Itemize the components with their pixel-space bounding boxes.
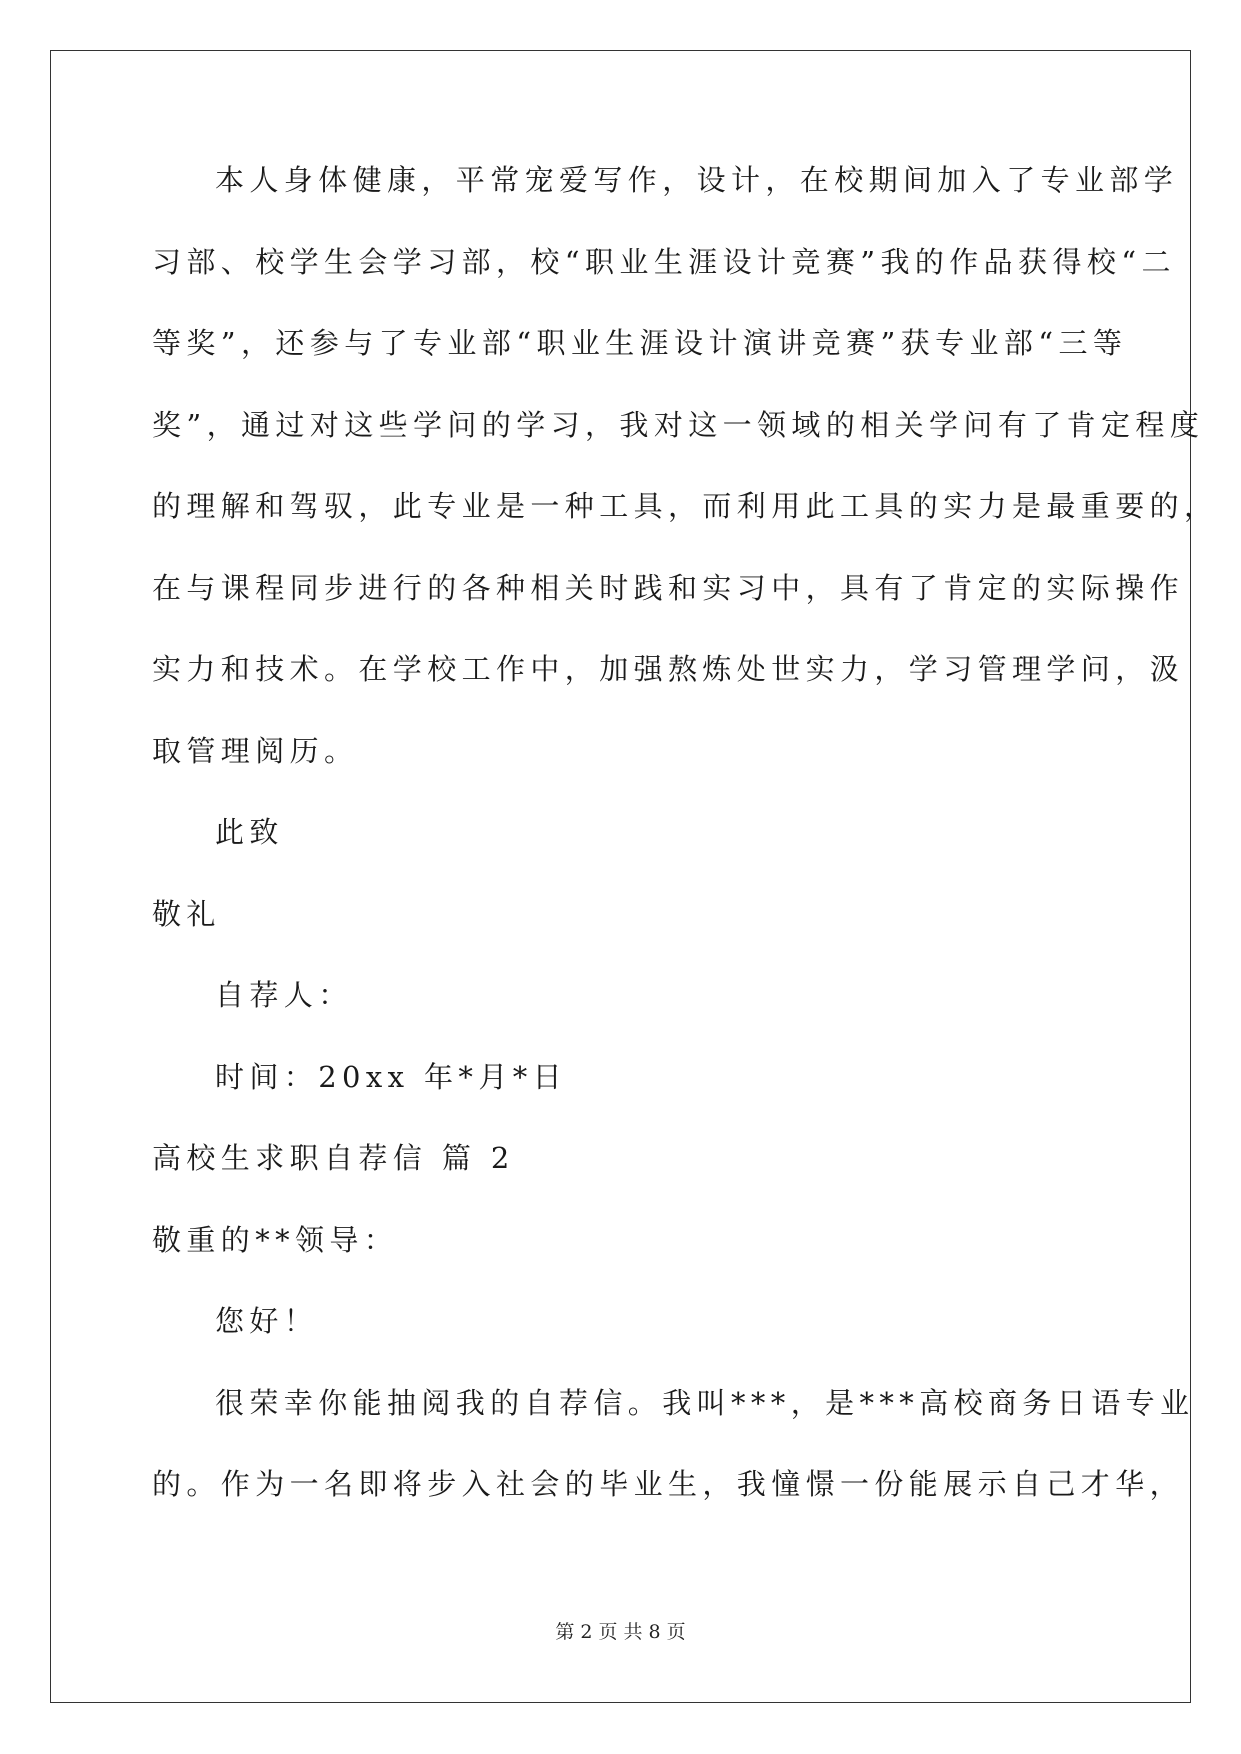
letter-hello: 您好！: [215, 1304, 319, 1338]
closing-salutation: 此致: [215, 815, 284, 849]
paragraph-line: 的理解和驾驭，此专业是一种工具，而利用此工具的实力是最重要的，: [152, 489, 1219, 523]
date-line: 时间：20xx 年*月*日: [215, 1059, 568, 1094]
paragraph-line: 奖”，通过对这些学问的学习，我对这一领域的相关学问有了肯定程度: [152, 407, 1205, 442]
letter-greeting: 敬重的**领导：: [152, 1222, 399, 1257]
paragraph-line: 习部、校学生会学习部，校“职业生涯设计竞赛”我的作品获得校“二: [152, 244, 1176, 279]
document-body: [152, 160, 1219, 1546]
closing-regards: 敬礼: [152, 896, 221, 931]
section-heading: 高校生求职自荐信 篇 2: [152, 1141, 515, 1175]
signature-line: 自荐人：: [215, 978, 353, 1012]
paragraph-line: 等奖”，还参与了专业部“职业生涯设计演讲竞赛”获专业部“三等: [152, 326, 1128, 360]
paragraph-line: 很荣幸你能抽阅我的自荐信。我叫***，是***高校商务日语专业: [215, 1385, 1195, 1420]
page-number: 第 2 页 共 8 页: [555, 1621, 686, 1643]
paragraph-line: 在与课程同步进行的各种相关时践和实习中，具有了肯定的实际操作: [152, 570, 1185, 605]
paragraph-line: 本人身体健康，平常宠爱写作，设计，在校期间加入了专业部学: [215, 163, 1179, 197]
paragraph-line: 实力和技术。在学校工作中，加强熬炼处世实力，学习管理学问，汲: [152, 652, 1185, 686]
paragraph-line: 取管理阅历。: [152, 733, 359, 768]
paragraph-line: 的。作为一名即将步入社会的毕业生，我憧憬一份能展示自己才华，: [152, 1467, 1185, 1501]
